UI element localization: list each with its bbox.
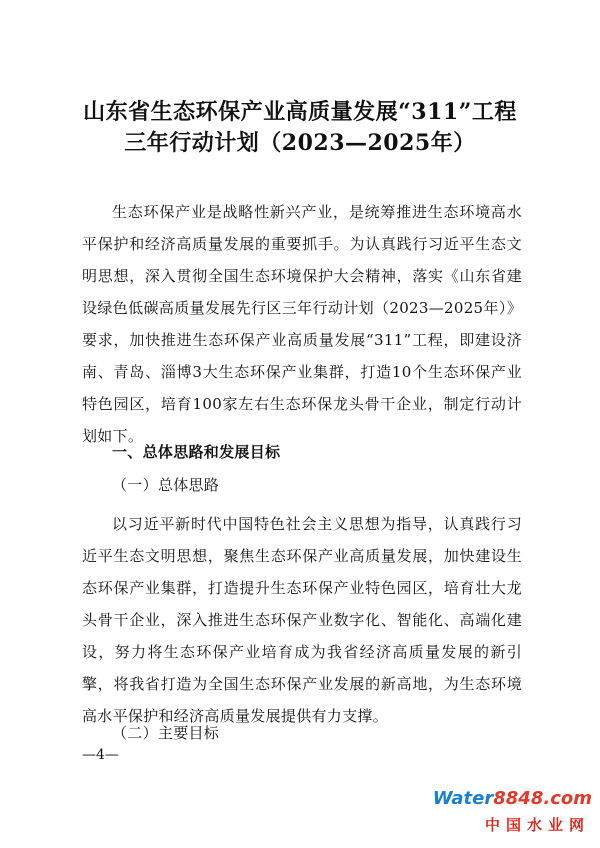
subsection-heading-overall-approach: （一）总体思路 xyxy=(112,476,220,494)
watermark-brand-suffix: .com xyxy=(543,788,592,809)
watermark-brand xyxy=(433,788,592,809)
watermark-brand-number: 8848 xyxy=(493,788,544,809)
document-title-line-1: 山东省生态环保产业高质量发展“311”工程 xyxy=(83,99,517,125)
overall-approach-paragraph: 以习近平新时代中国特色社会主义思想为指导，认真践行习近平生态文明思想，聚焦生态环保产业高质量发展，加快建设生态环保产业集群，打造提升生态环保产业特色园区，培育壮大龙头骨干企业，深入推进生态环保产业数字化、智能化、高端化建设，努力将生态环保产业培育成为我省经济高质量发展的新引擎，将我省打造为全国生态环保产业发展的新高地，为生态环境高水平保护和经济高质量发展提供有力支撑。 xyxy=(82,515,522,725)
section-heading: 一、总体思路和发展目标 xyxy=(112,443,281,461)
watermark-brand-word: Water xyxy=(432,788,494,809)
watermark-logo xyxy=(432,788,592,840)
document-title-line-2: 三年行动计划（2023—2025年） xyxy=(124,130,476,156)
page-number: —4— xyxy=(82,747,119,763)
watermark-chinese: 中国水业网 xyxy=(484,816,590,834)
subsection-heading-main-goals: （二）主要目标 xyxy=(112,724,220,742)
intro-paragraph: 生态环保产业是战略性新兴产业，是统筹推进生态环境高水平保护和经济高质量发展的重要抓手。为认真践行习近平生态文明思想，深入贯彻全国生态环境保护大会精神，落实《山东省建设绿色低碳高质量发展先行区三年行动计划（2023—2025年）》要求，加快推进生态环保产业高质量发展“311”工程，即建设济南、青岛、淄博3大生态环保产业集群，打造10个生态环保产业特色园区，培育100家左右生态环保龙头骨干企业，制定行动计划如下。 xyxy=(82,203,522,445)
